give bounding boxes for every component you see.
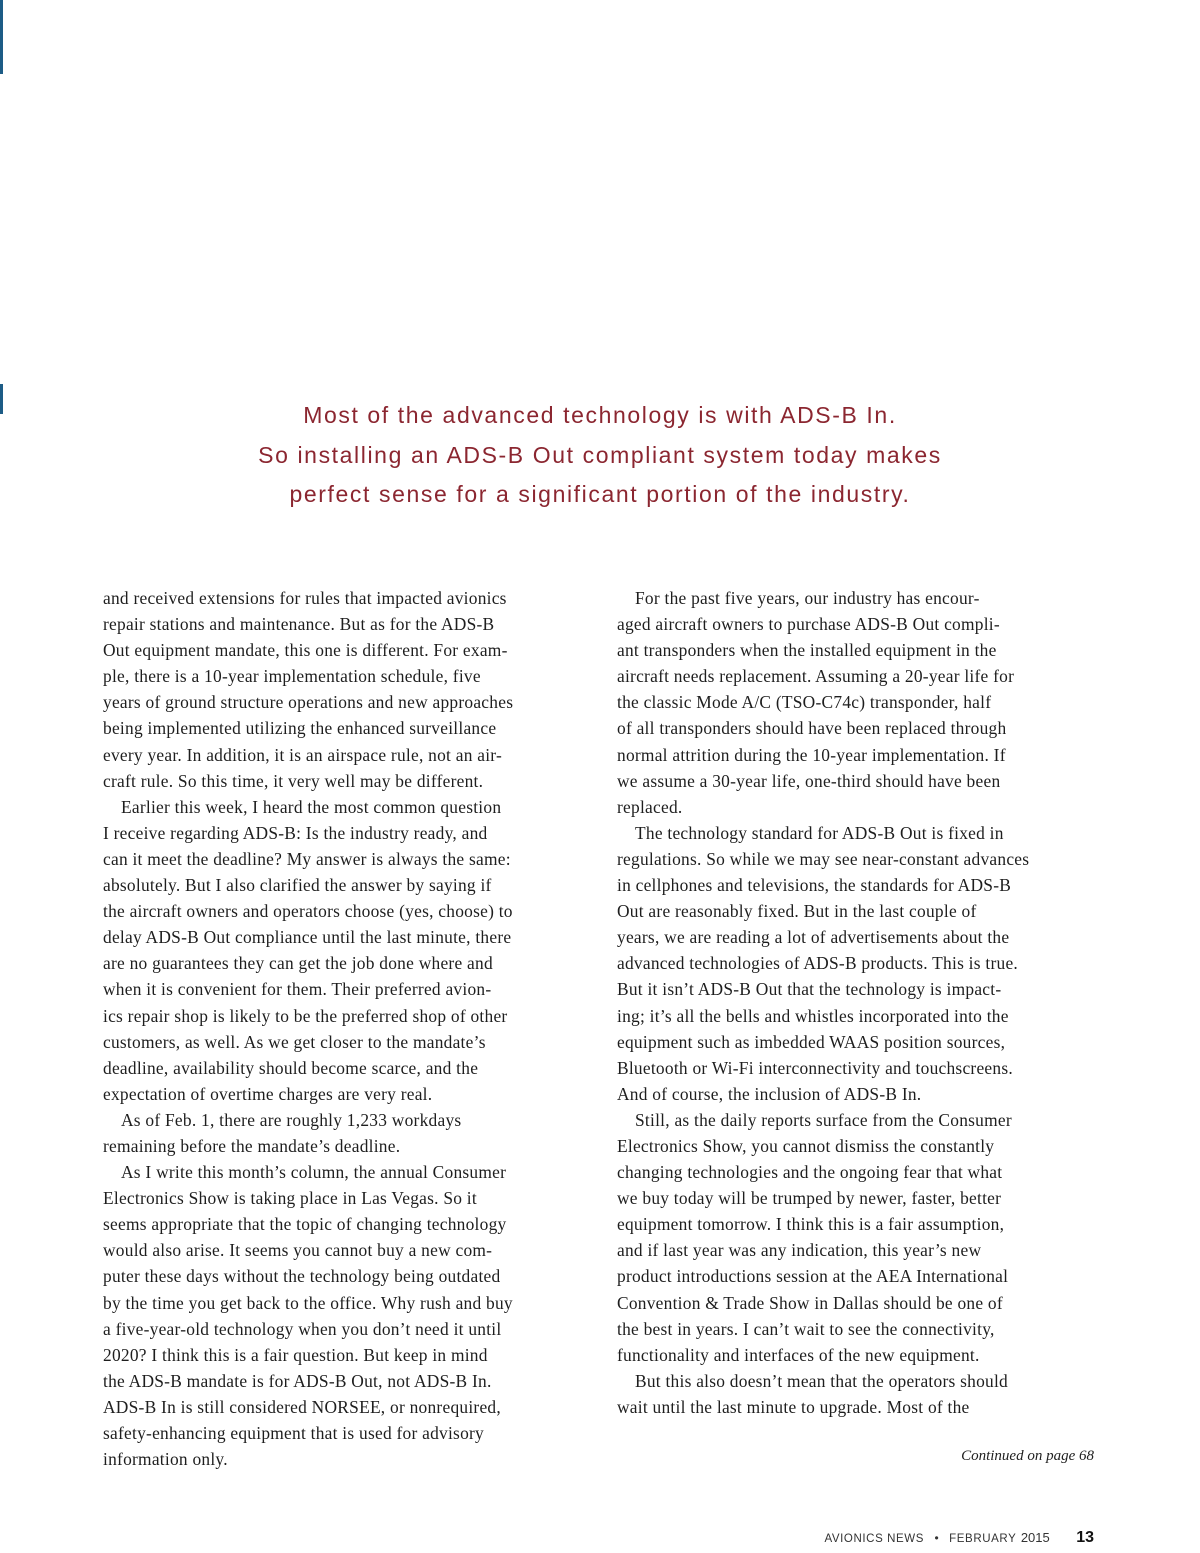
publication-name: AVIONICS NEWS (824, 1533, 925, 1545)
text-line: Out are reasonably fixed. But in the last couple of (617, 901, 977, 922)
text-line: Convention & Trade Show in Dallas should be one of (617, 1292, 1003, 1313)
text-line: repair stations and maintenance. But as for the ADS-B (103, 614, 495, 635)
text-line: years, we are reading a lot of advertisements about the (617, 927, 1010, 948)
text-line: expectation of overtime charges are very real. (103, 1083, 433, 1104)
text-line: the aircraft owners and operators choose (yes, choose) to (103, 901, 513, 922)
pull-quote-line: So installing an ADS-B Out compliant system today makes (258, 441, 942, 468)
text-line: puter these days without the technology being outdated (103, 1266, 501, 1287)
pull-quote-line: Most of the advanced technology is with ADS-B In. (303, 402, 897, 428)
issue-month: FEBRUARY (949, 1533, 1017, 1545)
text-line: delay ADS-B Out compliance until the last minute, there (103, 927, 512, 948)
text-line: equipment such as imbedded WAAS position sources, (617, 1031, 1006, 1052)
text-line: normal attrition during the 10-year implementation. If (617, 744, 1006, 765)
pull-quote (150, 396, 1050, 515)
text-line: equipment tomorrow. I think this is a fair assumption, (617, 1214, 1005, 1235)
text-line: As of Feb. 1, there are roughly 1,233 workdays (121, 1109, 462, 1130)
text-line: product introductions session at the AEA International (617, 1266, 1009, 1287)
text-line: seems appropriate that the topic of changing technology (103, 1214, 507, 1235)
text-line: in cellphones and televisions, the standards for ADS-B (617, 875, 1012, 896)
text-line: ADS-B In is still considered NORSEE, or nonrequired, (103, 1396, 501, 1417)
text-line: As I write this month’s column, the annual Consumer (121, 1162, 507, 1183)
text-line: aged aircraft owners to purchase ADS-B Out compli- (617, 614, 1000, 635)
text-line: Electronics Show, you cannot dismiss the constantly (617, 1135, 995, 1156)
text-line: are no guarantees they can get the job done where and (103, 953, 493, 974)
text-line: ics repair shop is likely to be the preferred shop of other (103, 1005, 508, 1026)
text-line: the ADS-B mandate is for ADS-B Out, not ADS-B In. (103, 1370, 492, 1391)
text-line: changing technologies and the ongoing fear that what (617, 1162, 1003, 1183)
page-footer (824, 1529, 1094, 1547)
text-line: Bluetooth or Wi-Fi interconnectivity and touchscreens. (617, 1057, 1013, 1078)
pull-quote-line: perfect sense for a significant portion of the industry. (289, 481, 911, 507)
text-line: a five-year-old technology when you don’t need it until (103, 1318, 502, 1339)
footer-separator: • (934, 1531, 939, 1545)
text-line: The technology standard for ADS-B Out is fixed in (635, 822, 1004, 843)
text-line: the classic Mode A/C (TSO-C74c) transponder, half (617, 692, 992, 713)
text-line: we assume a 30-year life, one-third should have been (617, 770, 1001, 791)
text-line: information only. (103, 1449, 228, 1470)
text-line: functionality and interfaces of the new equipment. (617, 1344, 980, 1365)
text-line: ing; it’s all the bells and whistles incorporated into the (617, 1005, 1009, 1026)
text-line: ple, there is a 10-year implementation schedule, five (103, 666, 481, 687)
text-line: and received extensions for rules that impacted avionics (103, 588, 507, 608)
text-line: Out equipment mandate, this one is different. For exam- (103, 640, 508, 661)
text-line: 2020? I think this is a fair question. But keep in mind (103, 1344, 488, 1365)
text-line: we buy today will be trumped by newer, faster, better (617, 1188, 1002, 1209)
text-line: every year. In addition, it is an airspace rule, not an air- (103, 744, 503, 765)
text-line: But this also doesn’t mean that the operators should (635, 1370, 1008, 1391)
text-line: deadline, availability should become scarce, and the (103, 1057, 479, 1078)
text-line: aircraft needs replacement. Assuming a 20-year life for (617, 666, 1015, 687)
text-line: customers, as well. As we get closer to the mandate’s (103, 1031, 486, 1052)
text-line: craft rule. So this time, it very well may be different. (103, 770, 484, 791)
text-line: And of course, the inclusion of ADS-B In. (617, 1083, 922, 1104)
text-line: the best in years. I can’t wait to see the connectivity, (617, 1318, 995, 1339)
text-line: of all transponders should have been replaced through (617, 718, 1007, 739)
text-line: by the time you get back to the office. Why rush and buy (103, 1292, 513, 1313)
text-line: can it meet the deadline? My answer is always the same: (103, 848, 511, 869)
text-line: being implemented utilizing the enhanced surveillance (103, 718, 497, 739)
issue-year: 2015 (1020, 1530, 1050, 1545)
text-line: For the past five years, our industry has encour- (635, 588, 980, 608)
text-line: But it isn’t ADS-B Out that the technology is impact- (617, 979, 1002, 1000)
text-line: Still, as the daily reports surface from the Consumer (635, 1109, 1012, 1130)
text-line: Earlier this week, I heard the most common question (121, 796, 502, 817)
text-line: would also arise. It seems you cannot buy a new com- (103, 1240, 493, 1261)
text-line: Electronics Show is taking place in Las Vegas. So it (103, 1188, 477, 1209)
text-line: years of ground structure operations and new approaches (103, 692, 514, 713)
text-line: and if last year was any indication, this year’s new (617, 1240, 982, 1261)
text-line: absolutely. But I also clarified the answer by saying if (103, 875, 492, 896)
text-line: wait until the last minute to upgrade. Most of the (617, 1396, 970, 1417)
text-line: safety-enhancing equipment that is used for advisory (103, 1423, 484, 1443)
text-line: regulations. So while we may see near-constant advances (617, 848, 1030, 869)
text-line: ant transponders when the installed equipment in the (617, 640, 997, 661)
text-line: when it is convenient for them. Their preferred avion- (103, 979, 492, 1000)
article-column-right (617, 585, 1107, 1420)
page-number: 13 (1076, 1529, 1094, 1546)
edge-mark-top (0, 0, 3, 74)
text-line: replaced. (617, 796, 683, 817)
text-line: advanced technologies of ADS-B products. This is true. (617, 953, 1019, 974)
edge-mark-middle (0, 384, 3, 414)
text-line: remaining before the mandate’s deadline. (103, 1135, 401, 1156)
continued-note: Continued on page 68 (961, 1448, 1094, 1464)
article-column-left (103, 585, 583, 1472)
text-line: I receive regarding ADS-B: Is the industry ready, and (103, 822, 488, 843)
